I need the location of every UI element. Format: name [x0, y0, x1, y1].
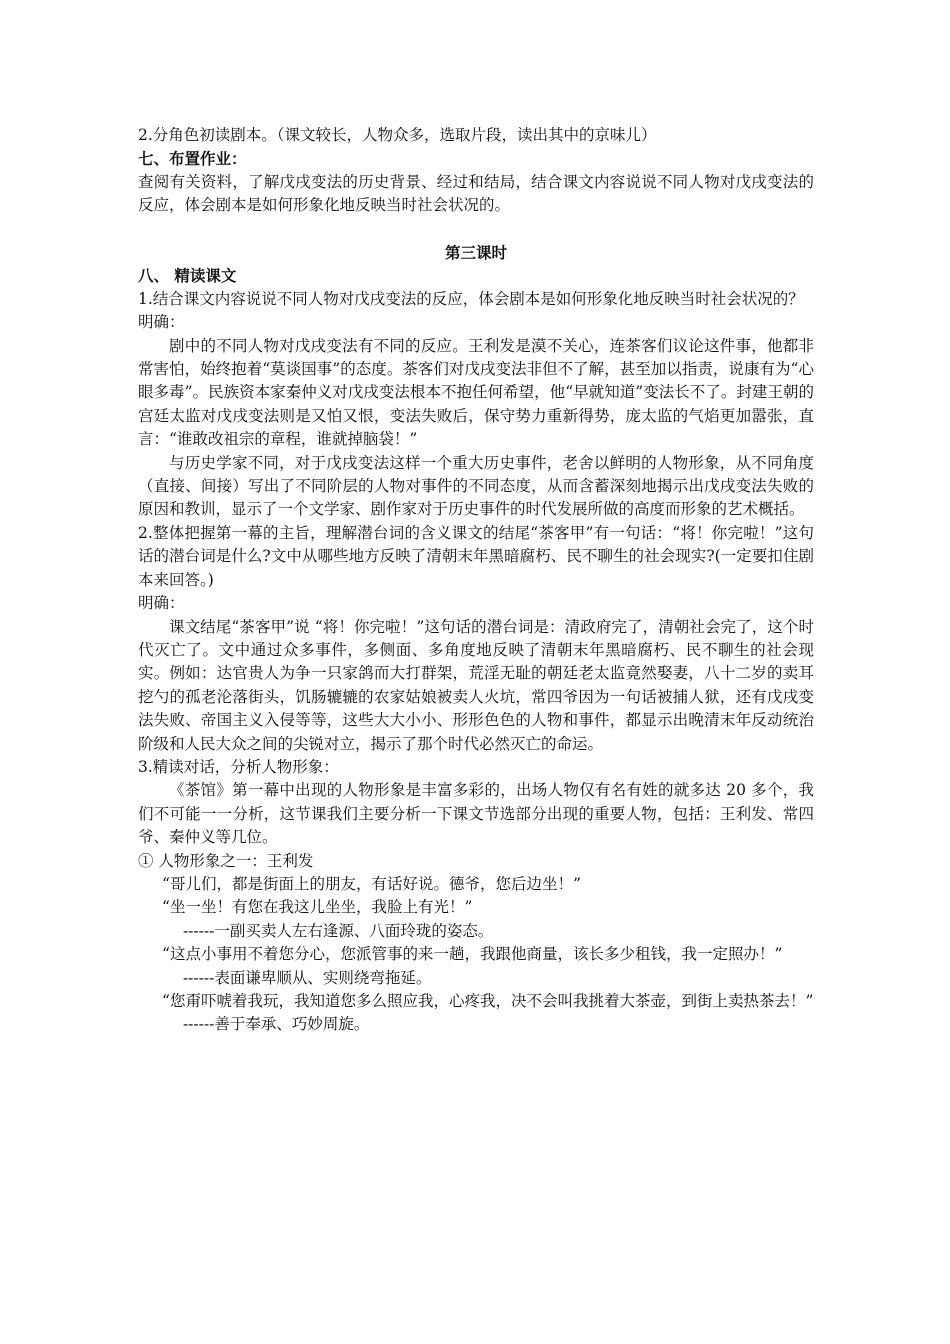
question-3: 3.精读对话，分析人物形象： — [138, 757, 339, 776]
paragraph-role-reading: 2.分角色初读剧本。（课文较长，人物众多，选取片段，读出其中的京味儿） — [138, 126, 657, 144]
question-2: 2.整体把握第一幕的主旨，理解潜台词的含义课文的结尾“茶客甲”有一句话：“将！你完啦！”这句话的潜台词是什么?文中从哪些地方反映了清朝末年黑暗腐朽、民不聊生的社会现实?(一定要扣住剧本来回答。) — [138, 523, 814, 589]
dialogue-comment-2: ------表面谦卑顺从、实则绕弯拖延。 — [182, 968, 432, 987]
paragraph-homework: 查阅有关资料，了解戊戌变法的历史背景、经过和结局，结合课文内容说说不同人物对戊戌变法的反应，体会剧本是如何形象化地反映当时社会状况的。 — [138, 172, 814, 215]
answer-1-paragraph-2: 与历史学家不同，对于戊戌变法这样一个重大历史事件，老舍以鲜明的人物形象，从不同角度（直接、间接）写出了不同阶层的人物对事件的不同态度，从而含蓄深刻地揭示出戊戌变法失败的原因和教训，显示了一个文学家、剧作家对于历史事件的时代发展所做的高度而形象的艺术概括。 — [138, 453, 814, 519]
dialogue-quote-1: “哥儿们，都是街面上的朋友，有话好说。德爷，您后边坐！” — [162, 874, 581, 893]
document-page — [138, 124, 814, 1037]
answer-label-1: 明确： — [138, 313, 185, 332]
dialogue-quote-4: “您甭吓唬着我玩，我知道您多么照应我，心疼我，决不会叫我挑着大茶壶，到街上卖热茶去！” — [162, 992, 814, 1011]
dialogue-comment-3: ------善于奉承、巧妙周旋。 — [182, 1015, 370, 1034]
dialogue-quote-3: “这点小事用不着您分心，您派管事的来一趟，我跟他商量，该长多少租钱，我一定照办！” — [162, 945, 783, 964]
character-1-title: ① 人物形象之一：王利发 — [138, 851, 314, 870]
heading-homework: 七、布置作业： — [138, 149, 247, 169]
dialogue-quote-2: “坐一坐！有您在我这儿坐坐，我脸上有光！” — [162, 898, 473, 917]
question-1: 1.结合课文内容说说不同人物对戊戌变法的反应，体会剧本是如何形象化地反映当时社会状况的？ — [138, 289, 804, 308]
blank-line — [138, 218, 814, 241]
heading-close-reading: 八、 精读课文 — [138, 266, 237, 286]
section-title: 第三课时 — [444, 243, 507, 263]
answer-2-paragraph-1: 课文结尾“茶客甲”说 “将！你完啦！”这句话的潜台词是：清政府完了，清朝社会完了，这个时代灭亡了。文中通过众多事件，多侧面、多角度地反映了清朝末年黑暗腐朽、民不聊生的社会现实。例如：达官贵人为争一只家鸽而大打群架，荒淫无耻的朝廷老太监竟然娶妻，八十二岁的卖耳挖勺的孤老沦落街头，饥肠辘辘的农家姑娘被卖人火坑，常四爷因为一句话被捕人狱，还有戊戌变法失败、帝国主义入侵等等，这些大大小小、形形色色的人物和事件，都显示出晚清末年反动统治阶级和人民大众之间的尖锐对立，揭示了那个时代必然灭亡的命运。 — [138, 617, 814, 753]
answer-3-paragraph-1: 《茶馆》第一幕中出现的人物形象是丰富多彩的，出场人物仅有名有姓的就多达 20 多个，我们不可能一一分析，这节课我们主要分析一下课文节选部分出现的重要人物，包括：王利发、常四爷、秦仲义等几位。 — [138, 781, 814, 847]
answer-1-paragraph-1: 剧中的不同人物对戊戌变法有不同的反应。王利发是漠不关心，连茶客们议论这件事，他都非常害怕，始终抱着“莫谈国事”的态度。茶客们对戊戌变法非但不了解，甚至加以指责，说康有为“心眼多毒”。民族资本家秦仲义对戊戌变法根本不抱任何希望，他“早就知道”变法长不了。封建王朝的宫廷太监对戊戌变法则是又怕又恨，变法失败后，保守势力重新得势，庞太监的气焰更加嚣张，直言：“谁敢改祖宗的章程，谁就掉脑袋！” — [138, 336, 814, 449]
dialogue-comment-1: ------一副买卖人左右逢源、八面玲珑的姿态。 — [182, 921, 494, 940]
answer-label-2: 明确： — [138, 594, 185, 613]
